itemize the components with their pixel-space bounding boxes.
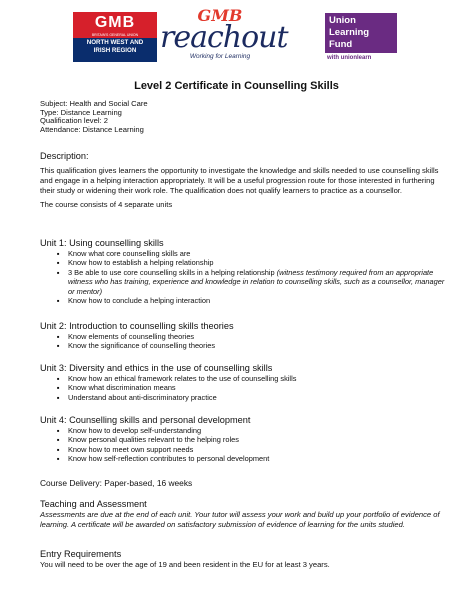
ulf-line3: Fund [329,39,353,50]
unit-title: Unit 3: Diversity and ethics in the use of counselling skills [40,363,273,373]
meta-subject: Subject: Health and Social Care [40,99,148,108]
reachout-logo-gmb: GMB [197,6,243,25]
gmb-logo-name: GMB [73,12,157,33]
unit-2-section [40,321,450,351]
meta-attendance: Attendance: Distance Learning [40,124,144,134]
gmb-region-line2: IRISH REGION [93,46,137,54]
list-item: ■ Know how self-reflection contributes to personal development [68,454,450,463]
list-item: ■ Know what core counselling skills are [68,249,450,258]
union-learning-fund-logo [325,13,397,65]
list-item: ■ Know how to meet own support needs [68,445,450,454]
meta-level: Qualification level: 2 [40,116,108,126]
course-delivery [40,478,450,489]
reachout-logo-main: reachout [160,20,288,55]
gmb-logo [73,12,157,62]
description-heading: Description: [40,151,89,161]
unit-3-section [40,363,450,402]
gmb-logo-region [73,38,157,62]
document-title: Level 2 Certificate in Counselling Skills [134,80,339,92]
list-item-note: (witness testimony required from an appropriate witness who has training, experience and knowledge in relation to counselling skills, such as a counsellor, manager or mentor) [68,267,445,296]
entry-heading: Entry Requirements [40,549,122,559]
course-meta [40,100,148,134]
unit-title: Unit 2: Introduction to counselling skills theories [40,321,234,331]
units-intro: The course consists of 4 separate units [40,200,173,210]
reachout-logo [160,6,288,68]
ulf-line2: Learning [329,27,370,38]
reachout-logo-tagline: Working for Learning [189,53,251,60]
ulf-logo-foot: with unionlearn [327,55,372,61]
unit-1-section [40,238,450,305]
entry-section [40,549,450,570]
description-section [40,151,450,210]
gmb-logo-sub: BRITAIN'S GENERAL UNION [73,33,157,38]
ulf-line1: Union [329,15,356,26]
list-item: ■ Know what discrimination means [68,383,450,392]
list-item: ■ Know the significance of counselling theories [68,341,450,350]
description-text: This qualification gives learners the opportunity to investigate the knowledge and skills needed to use counselling skills and engage in a helping interaction appropriately. It will be a useful progression route for those interested in furthering their study or widening their work role. The qualification does not qualify learners to practice as a counsellor. [40,166,439,195]
meta-type: Type: Distance Learning [40,107,122,117]
list-item: ■ Know elements of counselling theories [68,332,450,341]
list-item: ■ Know personal qualities relevant to the helping roles [68,435,450,444]
teaching-heading: Teaching and Assessment [40,499,147,509]
list-item: ■ Know how to develop self-understanding [68,426,450,435]
course-delivery-text: Course Delivery: Paper-based, 16 weeks [40,478,193,488]
unit-title: Unit 4: Counselling skills and personal development [40,415,251,425]
list-item: ■ Know how to establish a helping relationship [68,258,450,267]
list-item: ■ Know how to conclude a helping interaction [68,296,450,305]
list-item: ■ Understand about anti-discriminatory practice [68,393,450,402]
ulf-logo-box [325,13,397,53]
unit-4-section [40,415,450,464]
teaching-text: Assessments are due at the end of each unit. Your tutor will assess your work and build up your portfolio of evidence of learning. A certificate will be awarded on satisfactory submission of evidence of learning for the units studied. [40,510,440,529]
unit-title: Unit 1: Using counselling skills [40,238,164,248]
teaching-section [40,499,450,530]
entry-text: You will need to be over the age of 19 and been resident in the EU for at least 3 years. [40,560,330,569]
list-item: ■ 3 Be able to use core counselling skills in a helping relationship (witness testimony required from an appropriate witness who has training, experience and knowledge in relation to counselling skills, such as a counsellor, manager or mentor) [68,268,450,296]
list-item: ■ Know how an ethical framework relates to the use of counselling skills [68,374,450,383]
gmb-region-line1: NORTH WEST AND [86,39,144,46]
